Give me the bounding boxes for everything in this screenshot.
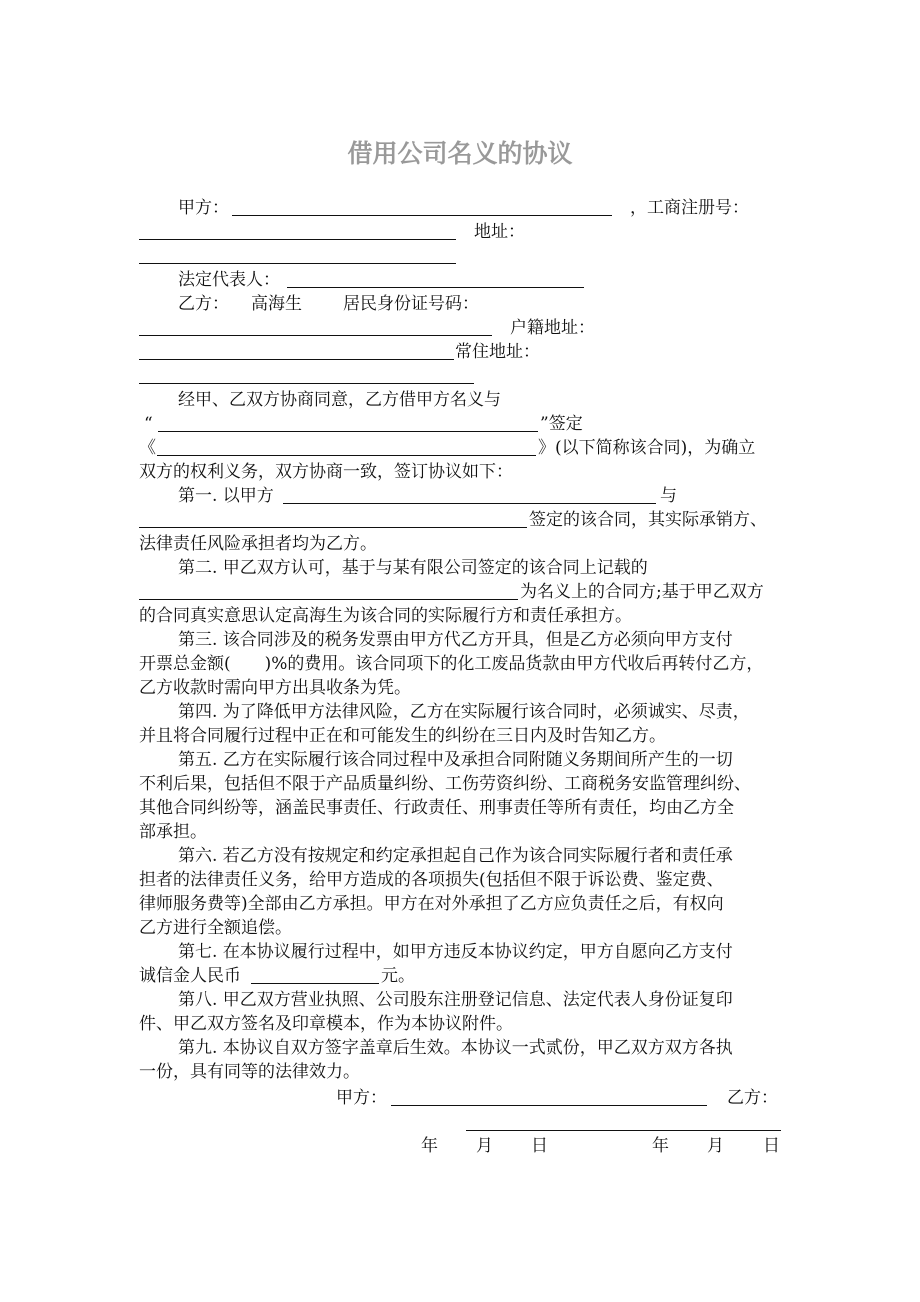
- quote-open: “: [144, 414, 153, 434]
- residence-address-label: 常住地址：: [455, 342, 540, 362]
- quote-close: ”签定: [540, 414, 583, 434]
- party-b-name: 高海生: [251, 294, 302, 314]
- clause-5-line-3: 其他合同纠纷等，涵盖民事责任、行政责任、刑事责任等所有责任，均由乙方全: [139, 798, 734, 818]
- address-label: 地址：: [474, 222, 525, 242]
- book-title-open: 《: [139, 438, 156, 458]
- clause-2-line-3: 的合同真实意思认定高海生为该合同的实际履行方和责任承担方。: [139, 606, 632, 626]
- clause-1-and: 与: [660, 486, 677, 506]
- document-title: 借用公司名义的协议: [347, 139, 573, 168]
- legal-rep-blank: [287, 287, 584, 288]
- id-number-blank: [139, 335, 492, 336]
- intro-line-4: 双方的权利义务，双方协商一致，签订协议如下：: [139, 462, 513, 482]
- party-a-day: 日: [531, 1136, 548, 1156]
- clause-7-line-2: 诚信金人民币: [139, 966, 241, 986]
- address-blank: [139, 263, 456, 264]
- clause-5-line-4: 部承担。: [139, 822, 207, 842]
- id-number-label: 居民身份证号码：: [343, 294, 479, 314]
- clause-6-line-3: 律师服务费等)全部由乙方承担。甲方在对外承担了乙方应负责任之后，有权向: [139, 894, 724, 914]
- clause-1-start: 第一. 以甲方: [178, 486, 274, 506]
- clause-4-line-1: 第四. 为了降低甲方法律风险，乙方在实际履行该合同时，必须诚实、尽责，: [178, 702, 750, 722]
- clause-8-line-1: 第八. 甲乙双方营业执照、公司股东注册登记信息、法定代表人身份证复印: [178, 990, 733, 1010]
- clause-7-amount-blank: [251, 983, 379, 984]
- clause-9-line-2: 一份，具有同等的法律效力。: [139, 1062, 360, 1082]
- clause-3-line-1: 第三. 该合同涉及的税务发票由甲方代乙方开具，但是乙方必须向甲方支付: [178, 630, 733, 650]
- party-a-name-blank: [232, 215, 612, 216]
- clause-6-line-2: 担者的法律责任义务，给甲方造成的各项损失(包括但不限于诉讼费、鉴定费、: [139, 870, 724, 890]
- contract-party-blank: [158, 431, 538, 432]
- party-b-year: 年: [652, 1136, 669, 1156]
- signature-party-a-label: 甲方：: [336, 1088, 387, 1108]
- clause-3-line-3: 乙方收款时需向甲方出具收条为凭。: [139, 678, 411, 698]
- clause-1-blank-b: [139, 527, 527, 528]
- clause-1-blank-a: [283, 503, 656, 504]
- legal-rep-label: 法定代表人：: [178, 270, 280, 290]
- clause-1-end: 法律责任风险承担者均为乙方。: [139, 534, 377, 554]
- clause-2-blank: [139, 599, 518, 600]
- signature-party-a-blank: [391, 1105, 707, 1106]
- residence-address-blank: [139, 383, 474, 384]
- clause-7-line-1: 第七. 在本协议履行过程中，如甲方违反本协议约定，甲方自愿向乙方支付: [178, 942, 733, 962]
- clause-3-line-2: 开票总金额( )%的费用。该合同项下的化工废品货款由甲方代收后再转付乙方，: [139, 654, 764, 674]
- household-address-label: 户籍地址：: [510, 318, 595, 338]
- party-b-day: 日: [763, 1136, 780, 1156]
- intro-line-1: 经甲、乙双方协商同意，乙方借甲方名义与: [178, 390, 501, 410]
- clause-9-line-1: 第九. 本协议自双方签字盖章后生效。本协议一式贰份，甲乙双方双方各执: [178, 1038, 733, 1058]
- clause-6-line-4: 乙方进行全额追偿。: [139, 918, 292, 938]
- signature-party-b-label: 乙方：: [727, 1088, 778, 1108]
- book-title-close: 》(以下简称该合同)，为确立: [538, 438, 756, 458]
- clause-1-cont: 签定的该合同，其实际承销方、: [529, 510, 767, 530]
- signature-party-b-blank: [466, 1130, 781, 1131]
- clause-5-line-1: 第五. 乙方在实际履行该合同过程中及承担合同附随义务期间所产生的一切: [178, 750, 733, 770]
- clause-4-line-2: 并且将合同履行过程中正在和可能发生的纠纷在三日内及时告知乙方。: [139, 726, 666, 746]
- reg-no-blank: [139, 239, 456, 240]
- reg-no-label: ，工商注册号：: [630, 198, 749, 218]
- clause-8-line-2: 件、甲乙双方签名及印章模本，作为本协议附件。: [139, 1014, 513, 1034]
- clause-7-yuan: 元。: [381, 966, 415, 986]
- clause-6-line-1: 第六. 若乙方没有按规定和约定承担起自己作为该合同实际履行者和责任承: [178, 846, 733, 866]
- household-address-blank: [139, 359, 454, 360]
- clause-2-line-1: 第二. 甲乙双方认可，基于与某有限公司签定的该合同上记载的: [178, 558, 648, 578]
- clause-2-line-2: 为名义上的合同方;基于甲乙双方: [520, 582, 764, 602]
- party-b-label: 乙方：: [178, 294, 229, 314]
- clause-5-line-2: 不利后果，包括但不限于产品质量纠纷、工伤劳资纠纷、工商税务安监管理纠纷、: [139, 774, 751, 794]
- contract-name-blank: [157, 455, 536, 456]
- party-b-month: 月: [707, 1136, 724, 1156]
- party-a-label: 甲方：: [178, 198, 229, 218]
- party-a-year: 年: [421, 1136, 438, 1156]
- party-a-month: 月: [476, 1136, 493, 1156]
